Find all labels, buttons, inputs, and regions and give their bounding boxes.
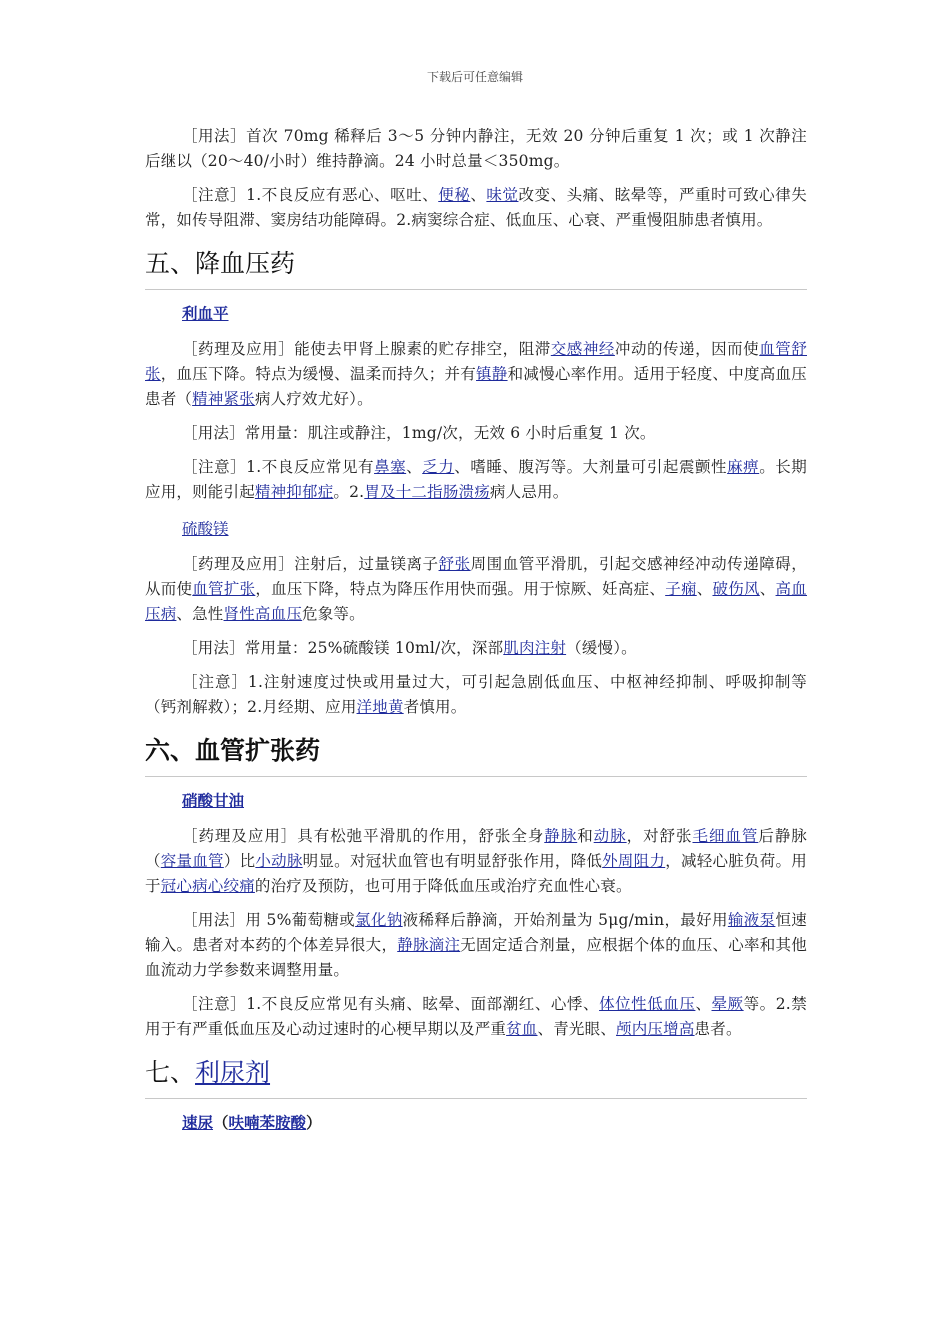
term-link[interactable]: 体位性低血压 (599, 995, 696, 1013)
text-run: ［用法］首次 70mg 稀释后 3～5 分钟内静注，无效 20 分钟后重复 1 次；或 1 次静注后继以（20～40/小时）维持静滴。24 小时总量＜350mg。 (145, 127, 807, 170)
term-link[interactable]: 晕厥 (711, 995, 744, 1013)
term-link[interactable]: 血管扩张 (192, 580, 256, 598)
term-link[interactable]: 交感神经 (550, 340, 615, 358)
text-run: ［注意］1.不良反应常见有头痛、眩晕、面部潮红、心悸、 (182, 995, 600, 1013)
term-link[interactable]: 利尿剂 (195, 1058, 271, 1087)
paragraph (145, 908, 807, 983)
text-run: 、急性 (176, 605, 224, 623)
text-run: ，对舒张 (626, 827, 693, 845)
term-link[interactable]: 静脉滴注 (397, 936, 461, 954)
term-link[interactable]: 小动脉 (255, 852, 303, 870)
text-run: ）比 (223, 852, 256, 870)
term-link[interactable]: 高血压病 (145, 580, 808, 623)
text-run: 病人忌用。 (489, 483, 569, 501)
text-run: ） (306, 1114, 322, 1132)
term-link[interactable]: 呋喃苯胺酸 (228, 1114, 307, 1132)
text-run: 病人疗效尤好）。 (254, 390, 373, 408)
paragraph (145, 552, 807, 627)
drug-title (182, 517, 807, 542)
text-run: （ (213, 1114, 229, 1132)
paragraph (145, 455, 807, 505)
text-run: ，血压下降，特点为降压作用快而强。用于惊厥、妊高症、 (255, 580, 666, 598)
term-link[interactable]: 便秘 (438, 186, 471, 204)
document-content (145, 124, 807, 1146)
term-link[interactable]: 味觉 (486, 186, 519, 204)
section-heading (145, 734, 807, 777)
text-run: 、青光眼、 (537, 1020, 617, 1038)
paragraph (145, 337, 807, 412)
paragraph (145, 824, 807, 899)
text-run: ［用法］常用量：肌注或静注，1mg/次，无效 6 小时后重复 1 次。 (182, 424, 656, 442)
page-header: 下载后可任意编辑 (426, 70, 523, 84)
term-link[interactable]: 贫血 (506, 1020, 538, 1038)
text-run: 恒速输入。患者对本药的个体差异很大， (145, 911, 807, 954)
text-run: ［注意］1.不良反应有恶心、呕吐、 (182, 186, 439, 204)
term-link[interactable]: 毛细血管 (692, 827, 759, 845)
term-link[interactable]: 洋地黄 (356, 698, 404, 716)
text-run: ［药理及应用］能使去甲肾上腺素的贮存排空，阻滞 (182, 340, 551, 358)
text-run: 后静脉（ (145, 827, 807, 870)
text-run: 、 (696, 580, 713, 598)
text-run: 六、血管扩张药 (145, 736, 321, 765)
text-run: （缓慢）。 (566, 639, 637, 657)
term-link[interactable]: 冠心病心绞痛 (160, 877, 255, 895)
text-run: ［用法］常用量：25%硫酸镁 10ml/次，深部 (182, 639, 504, 657)
term-link[interactable]: 乏力 (422, 458, 455, 476)
term-link[interactable]: 镇静 (476, 365, 508, 383)
paragraph (145, 992, 807, 1042)
text-run: 周围血管平滑肌，引起交感神经冲动传递障碍，从而使 (145, 555, 808, 598)
text-run: 七、 (145, 1058, 196, 1087)
term-link[interactable]: 精神紧张 (192, 390, 255, 408)
term-link[interactable]: 血管舒张 (145, 340, 807, 383)
section-heading (145, 1056, 807, 1099)
term-link[interactable]: 颅内压增高 (616, 1020, 695, 1038)
term-link[interactable]: 鼻塞 (374, 458, 407, 476)
term-link[interactable]: 子痫 (665, 580, 697, 598)
term-link[interactable]: 容量血管 (160, 852, 224, 870)
text-run: 。长期应用，则能引起 (145, 458, 807, 501)
text-run: 液稀释后静滴，开始剂量为 5μg/min，最好用 (402, 911, 728, 929)
term-link[interactable]: 硝酸甘油 (182, 792, 245, 810)
term-link[interactable]: 静脉 (544, 827, 578, 845)
term-link[interactable]: 破伤风 (712, 580, 760, 598)
term-link[interactable]: 胃及十二指肠溃疡 (364, 483, 490, 501)
text-run: 、嗜睡、腹泻等。大剂量可引起震颤性 (454, 458, 728, 476)
term-link[interactable]: 利血平 (182, 305, 229, 323)
text-run: 者慎用。 (403, 698, 467, 716)
paragraph (145, 124, 807, 174)
drug-title (182, 302, 807, 327)
text-run: 、 (406, 458, 423, 476)
text-run: ，血压下降。特点为缓慢、温柔而持久；并有 (160, 365, 477, 383)
term-link[interactable]: 动脉 (593, 827, 627, 845)
text-run: 、 (759, 580, 776, 598)
text-run: 五、降血压药 (145, 249, 296, 278)
text-run: ［用法］用 5%葡萄糖或 (182, 911, 356, 929)
text-run: 无固定适合剂量，应根据个体的血压、心率和其他血流动力学参数来调整用量。 (145, 936, 808, 979)
text-run: ［药理及应用］注射后，过量镁离子 (182, 555, 439, 573)
drug-title (182, 1111, 807, 1136)
term-link[interactable]: 麻痹 (727, 458, 760, 476)
text-run: ［注意］1.注射速度过快或用量过大，可引起急剧低血压、中枢神经抑制、呼吸抑制等（钙剂解救）；2.月经期、应用 (145, 673, 807, 716)
text-run: 、 (470, 186, 487, 204)
text-run: 明显。对冠状血管也有明显舒张作用，降低 (302, 852, 603, 870)
text-run: 冲动的传递，因而使 (614, 340, 760, 358)
term-link[interactable]: 硫酸镁 (182, 520, 229, 538)
paragraph (145, 670, 807, 720)
term-link[interactable]: 肾性高血压 (223, 605, 303, 623)
text-run: 和减慢心率作用。适用于轻度、中度高血压患者（ (145, 365, 807, 408)
paragraph (145, 421, 807, 446)
text-run: 、 (695, 995, 712, 1013)
text-run: ，减轻心脏负荷。用于 (145, 852, 807, 895)
term-link[interactable]: 氯化钠 (355, 911, 403, 929)
text-run: 的治疗及预防，也可用于降低血压或治疗充血性心衰。 (254, 877, 632, 895)
term-link[interactable]: 速尿 (182, 1114, 214, 1132)
term-link[interactable]: 肌肉注射 (503, 639, 567, 657)
text-run: 危象等。 (302, 605, 365, 623)
text-run: 等。2.禁用于有严重低血压及心动过速时的心梗早期以及严重 (145, 995, 807, 1038)
term-link[interactable]: 外周阻力 (602, 852, 666, 870)
drug-title (182, 789, 807, 814)
section-heading (145, 247, 807, 290)
text-run: 。2. (333, 483, 365, 501)
text-run: 患者。 (694, 1020, 742, 1038)
term-link[interactable]: 输液泵 (727, 911, 776, 929)
paragraph (145, 183, 807, 233)
term-link[interactable]: 舒张 (438, 555, 471, 573)
text-run: 改变、头痛、眩晕等，严重时可致心律失常，如传导阻滞、窦房结功能障碍。2.病窦综合症、低血压、心衰、严重慢阻肺患者慎用。 (145, 186, 807, 229)
text-run: ［注意］1.不良反应常见有 (182, 458, 375, 476)
text-run: ［药理及应用］具有松弛平滑肌的作用，舒张全身 (182, 827, 545, 845)
text-run: 和 (577, 827, 594, 845)
term-link[interactable]: 精神抑郁症 (254, 483, 334, 501)
paragraph (145, 636, 807, 661)
